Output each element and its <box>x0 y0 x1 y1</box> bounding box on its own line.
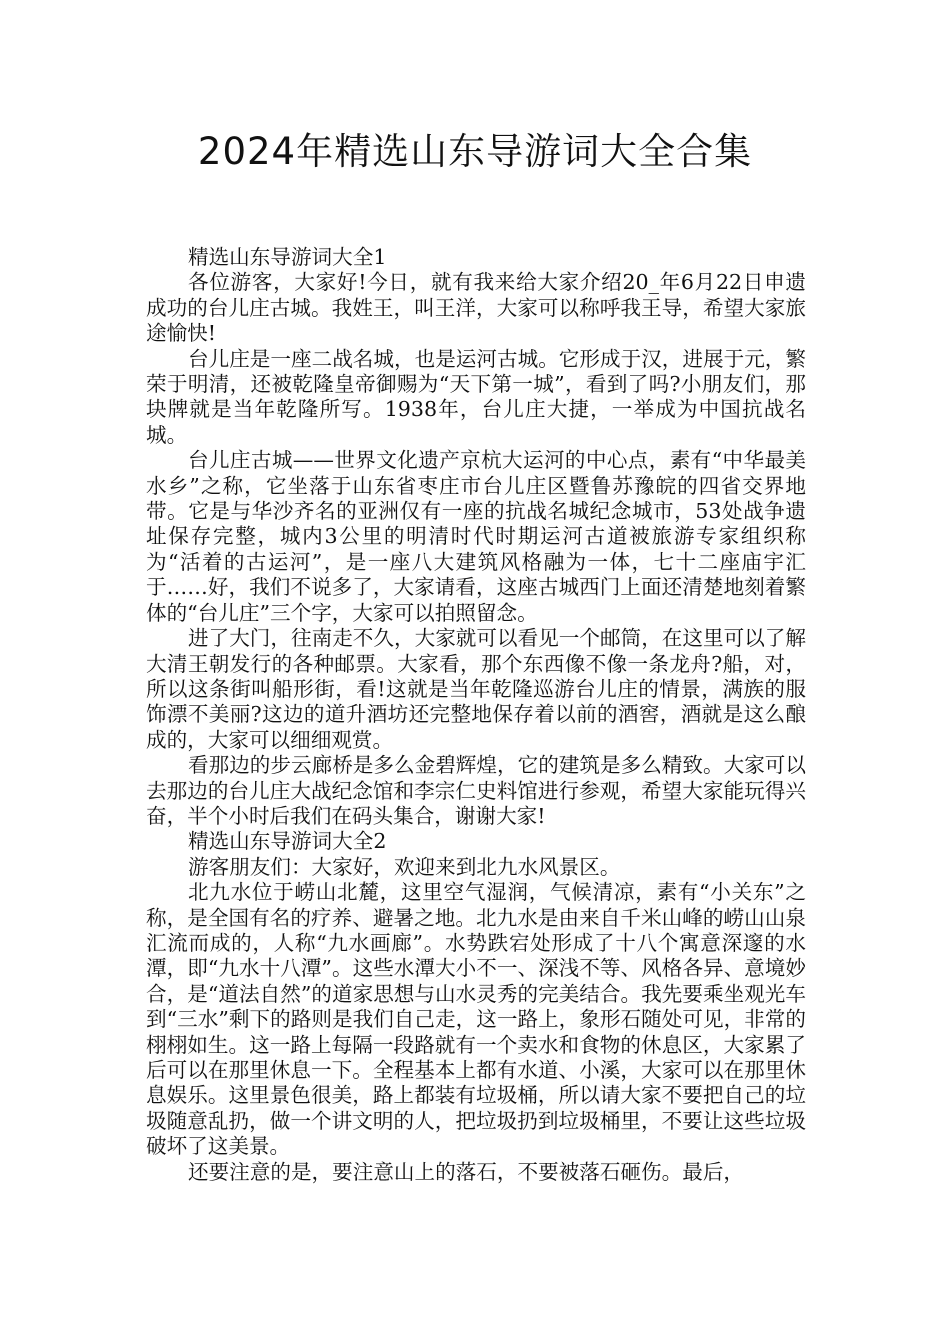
paragraph: 台儿庄古城——世界文化遗产京杭大运河的中心点，素有“中华最美水乡”之称，它坐落于山东省枣庄市台儿庄区暨鲁苏豫皖的四省交界地带。它是与华沙齐名的亚洲仅有一座的抗战名城纪念城市，53处战争遗址保存完整，城内3公里的明清时代时期运河古道被旅游专家组织称为“活着的古运河”，是一座八大建筑风格融为一体，七十二座庙宇汇于……好，我们不说多了，大家请看，这座古城西门上面还清楚地刻着繁体的“台儿庄”三个字，大家可以拍照留念。 <box>146 448 806 625</box>
paragraph: 看那边的步云廊桥是多么金碧辉煌，它的建筑是多么精致。大家可以去那边的台儿庄大战纪念馆和李宗仁史料馆进行参观，希望大家能玩得兴奋，半个小时后我们在码头集合，谢谢大家! <box>146 753 806 828</box>
document-title: 2024年精选山东导游词大全合集 <box>197 130 753 173</box>
paragraph: 游客朋友们：大家好，欢迎来到北九水风景区。 <box>188 854 621 879</box>
paragraph: 台儿庄是一座二战名城，也是运河古城。它形成于汉，进展于元，繁荣于明清，还被乾隆皇帝御赐为“天下第一城”，看到了吗?小朋友们，那块牌就是当年乾隆所写。1938年，台儿庄大捷，一举成为中国抗战名城。 <box>146 346 806 447</box>
section-heading-1: 精选山东导游词大全1 <box>188 245 387 269</box>
paragraph: 各位游客，大家好!今日，就有我来给大家介绍20_年6月22日申遗成功的台儿庄古城。我姓王，叫王洋，大家可以称呼我王导，希望大家旅途愉快! <box>146 270 806 346</box>
paragraph: 北九水位于崂山北麓，这里空气湿润，气候清凉，素有“小关东”之称，是全国有名的疗养、避暑之地。北九水是由来自千米山峰的崂山山泉汇流而成的，人称“九水画廊”。水势跌宕处形成了十八个寓意深邃的水潭，即“九水十八潭”。这些水潭大小不一、深浅不等、风格各异、意境妙合，是“道法自然”的道家思想与山水灵秀的完美结合。我先要乘坐观光车到“三水”剩下的路则是我们自己走，这一路上，象形石随处可见，非常的栩栩如生。这一路上每隔一段路就有一个卖水和食物的休息区，大家累了后可以在那里休息一下。全程基本上都有水道、小溪，大家可以在那里休息娱乐。这里景色很美，路上都装有垃圾桶，所以请大家不要把自己的垃圾随意乱扔，做一个讲文明的人，把垃圾扔到垃圾桶里，不要让这些垃圾破坏了这美景。 <box>146 880 806 1159</box>
paragraph: 还要注意的是，要注意山上的落石，不要被落石砸伤。最后， <box>188 1159 745 1184</box>
paragraph: 进了大门，往南走不久，大家就可以看见一个邮筒，在这里可以了解大清王朝发行的各种邮票。大家看，那个东西像不像一条龙舟?船，对，所以这条街叫船形街，看!这就是当年乾隆巡游台儿庄的情景，满族的服饰漂不美丽?这边的道升酒坊还完整地保存着以前的酒窖，酒就是这么酿成的，大家可以细细观赏。 <box>146 626 806 752</box>
document-body <box>146 245 806 1185</box>
section-heading-2: 精选山东导游词大全2 <box>188 829 387 854</box>
